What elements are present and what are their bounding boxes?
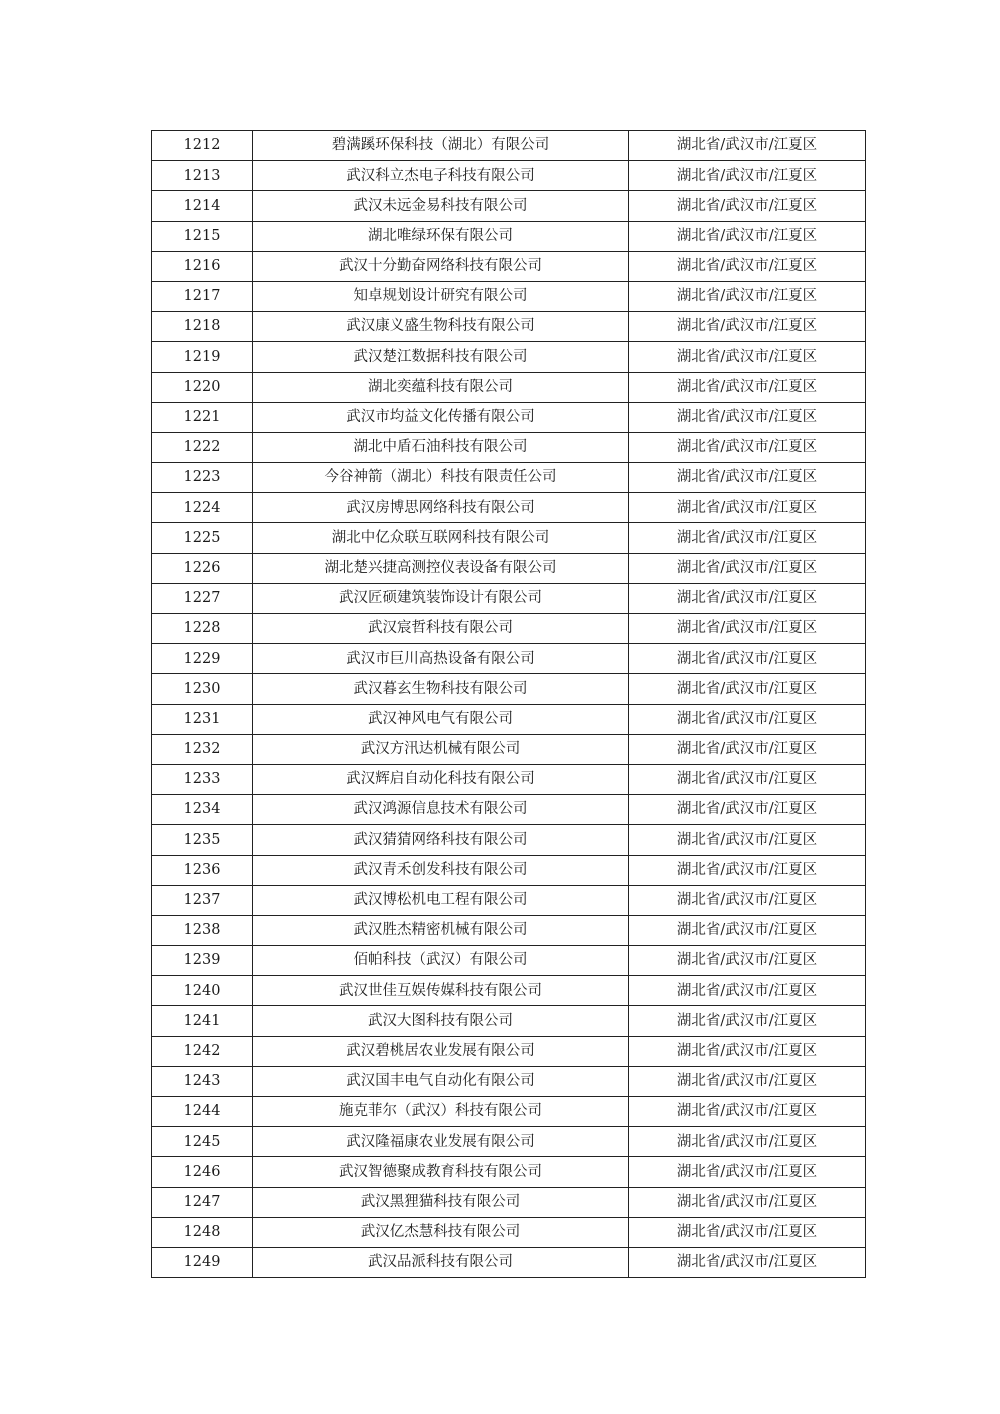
table-row [152,704,866,734]
region-cell: 湖北省/武汉市/江夏区 [629,553,866,583]
company-name-cell: 湖北中亿众联互联网科技有限公司 [253,523,629,553]
company-name-cell: 武汉亿杰慧科技有限公司 [253,1217,629,1247]
row-number-cell: 1249 [152,1247,253,1277]
table-row [152,764,866,794]
region-cell: 湖北省/武汉市/江夏区 [629,644,866,674]
row-number-cell: 1220 [152,372,253,402]
company-name-cell: 武汉鸿源信息技术有限公司 [253,795,629,825]
row-number-cell: 1228 [152,614,253,644]
row-number-cell: 1216 [152,251,253,281]
company-name-cell: 武汉神风电气有限公司 [253,704,629,734]
company-name-cell: 武汉房博思网络科技有限公司 [253,493,629,523]
table-row [152,1247,866,1277]
row-number-cell: 1217 [152,281,253,311]
table-row [152,1217,866,1247]
company-name-cell: 知卓规划设计研究有限公司 [253,281,629,311]
table-row [152,402,866,432]
region-cell: 湖北省/武汉市/江夏区 [629,523,866,553]
region-cell: 湖北省/武汉市/江夏区 [629,976,866,1006]
region-cell: 湖北省/武汉市/江夏区 [629,131,866,161]
table-row [152,614,866,644]
company-name-cell: 湖北奕蕴科技有限公司 [253,372,629,402]
table-body [152,131,866,1278]
region-cell: 湖北省/武汉市/江夏区 [629,795,866,825]
company-name-cell: 武汉市巨川高热设备有限公司 [253,644,629,674]
table-row [152,855,866,885]
table-row [152,493,866,523]
table-row [152,583,866,613]
row-number-cell: 1246 [152,1157,253,1187]
region-cell: 湖北省/武汉市/江夏区 [629,221,866,251]
region-cell: 湖北省/武汉市/江夏区 [629,342,866,372]
table-row [152,221,866,251]
row-number-cell: 1242 [152,1036,253,1066]
company-name-cell: 湖北楚兴捷高测控仪表设备有限公司 [253,553,629,583]
company-name-cell: 今谷神箭（湖北）科技有限责任公司 [253,463,629,493]
region-cell: 湖北省/武汉市/江夏区 [629,493,866,523]
region-cell: 湖北省/武汉市/江夏区 [629,281,866,311]
row-number-cell: 1221 [152,402,253,432]
table-row [152,131,866,161]
row-number-cell: 1243 [152,1066,253,1096]
region-cell: 湖北省/武汉市/江夏区 [629,614,866,644]
table-row [152,432,866,462]
company-name-cell: 武汉未远金易科技有限公司 [253,191,629,221]
company-name-cell: 武汉康义盛生物科技有限公司 [253,312,629,342]
company-name-cell: 武汉国丰电气自动化有限公司 [253,1066,629,1096]
company-name-cell: 武汉辉启自动化科技有限公司 [253,764,629,794]
region-cell: 湖北省/武汉市/江夏区 [629,1066,866,1096]
company-name-cell: 武汉市均益文化传播有限公司 [253,402,629,432]
table-row [152,251,866,281]
company-name-cell: 武汉匠硕建筑装饰设计有限公司 [253,583,629,613]
table-row [152,1097,866,1127]
table-row [152,644,866,674]
table-row [152,795,866,825]
region-cell: 湖北省/武汉市/江夏区 [629,161,866,191]
table-row [152,523,866,553]
company-name-cell: 武汉宸哲科技有限公司 [253,614,629,644]
company-name-cell: 湖北中盾石油科技有限公司 [253,432,629,462]
company-name-cell: 佰帕科技（武汉）有限公司 [253,946,629,976]
region-cell: 湖北省/武汉市/江夏区 [629,583,866,613]
company-list-table [151,130,866,1278]
company-name-cell: 武汉世佳互娱传媒科技有限公司 [253,976,629,1006]
row-number-cell: 1238 [152,915,253,945]
row-number-cell: 1225 [152,523,253,553]
company-name-cell: 武汉青禾创发科技有限公司 [253,855,629,885]
row-number-cell: 1212 [152,131,253,161]
company-name-cell: 湖北唯绿环保有限公司 [253,221,629,251]
company-name-cell: 武汉方汛达机械有限公司 [253,734,629,764]
region-cell: 湖北省/武汉市/江夏区 [629,372,866,402]
row-number-cell: 1224 [152,493,253,523]
row-number-cell: 1230 [152,674,253,704]
region-cell: 湖北省/武汉市/江夏区 [629,855,866,885]
region-cell: 湖北省/武汉市/江夏区 [629,1097,866,1127]
region-cell: 湖北省/武汉市/江夏区 [629,191,866,221]
region-cell: 湖北省/武汉市/江夏区 [629,1127,866,1157]
row-number-cell: 1214 [152,191,253,221]
company-name-cell: 武汉科立杰电子科技有限公司 [253,161,629,191]
row-number-cell: 1234 [152,795,253,825]
region-cell: 湖北省/武汉市/江夏区 [629,1247,866,1277]
row-number-cell: 1231 [152,704,253,734]
table-row [152,312,866,342]
table-row [152,161,866,191]
company-name-cell: 碧满蹊环保科技（湖北）有限公司 [253,131,629,161]
row-number-cell: 1237 [152,885,253,915]
table-row [152,976,866,1006]
company-name-cell: 武汉博松机电工程有限公司 [253,885,629,915]
company-name-cell: 施克菲尔（武汉）科技有限公司 [253,1097,629,1127]
region-cell: 湖北省/武汉市/江夏区 [629,764,866,794]
row-number-cell: 1241 [152,1006,253,1036]
region-cell: 湖北省/武汉市/江夏区 [629,1187,866,1217]
row-number-cell: 1245 [152,1127,253,1157]
region-cell: 湖北省/武汉市/江夏区 [629,1157,866,1187]
region-cell: 湖北省/武汉市/江夏区 [629,1036,866,1066]
row-number-cell: 1213 [152,161,253,191]
table-row [152,1066,866,1096]
region-cell: 湖北省/武汉市/江夏区 [629,1217,866,1247]
company-name-cell: 武汉猜猜网络科技有限公司 [253,825,629,855]
table-row [152,674,866,704]
row-number-cell: 1229 [152,644,253,674]
region-cell: 湖北省/武汉市/江夏区 [629,734,866,764]
company-name-cell: 武汉楚江数据科技有限公司 [253,342,629,372]
table-row [152,915,866,945]
row-number-cell: 1232 [152,734,253,764]
row-number-cell: 1233 [152,764,253,794]
table-row [152,946,866,976]
region-cell: 湖北省/武汉市/江夏区 [629,946,866,976]
table-row [152,825,866,855]
row-number-cell: 1239 [152,946,253,976]
row-number-cell: 1219 [152,342,253,372]
table-row [152,1157,866,1187]
row-number-cell: 1215 [152,221,253,251]
table-row [152,1127,866,1157]
table-row [152,191,866,221]
row-number-cell: 1240 [152,976,253,1006]
table-row [152,1187,866,1217]
region-cell: 湖北省/武汉市/江夏区 [629,674,866,704]
row-number-cell: 1235 [152,825,253,855]
region-cell: 湖北省/武汉市/江夏区 [629,915,866,945]
company-name-cell: 武汉碧桃居农业发展有限公司 [253,1036,629,1066]
company-name-cell: 武汉胜杰精密机械有限公司 [253,915,629,945]
table-row [152,342,866,372]
table-row [152,885,866,915]
region-cell: 湖北省/武汉市/江夏区 [629,463,866,493]
table-row [152,734,866,764]
company-name-cell: 武汉隆福康农业发展有限公司 [253,1127,629,1157]
table-row [152,372,866,402]
table-row [152,281,866,311]
table-row [152,463,866,493]
region-cell: 湖北省/武汉市/江夏区 [629,402,866,432]
row-number-cell: 1247 [152,1187,253,1217]
row-number-cell: 1222 [152,432,253,462]
region-cell: 湖北省/武汉市/江夏区 [629,704,866,734]
company-name-cell: 武汉十分勤奋网络科技有限公司 [253,251,629,281]
row-number-cell: 1227 [152,583,253,613]
company-name-cell: 武汉大图科技有限公司 [253,1006,629,1036]
row-number-cell: 1248 [152,1217,253,1247]
table-row [152,1006,866,1036]
table-row [152,1036,866,1066]
region-cell: 湖北省/武汉市/江夏区 [629,885,866,915]
company-name-cell: 武汉黑狸猫科技有限公司 [253,1187,629,1217]
company-name-cell: 武汉暮玄生物科技有限公司 [253,674,629,704]
row-number-cell: 1244 [152,1097,253,1127]
region-cell: 湖北省/武汉市/江夏区 [629,825,866,855]
region-cell: 湖北省/武汉市/江夏区 [629,312,866,342]
region-cell: 湖北省/武汉市/江夏区 [629,1006,866,1036]
company-name-cell: 武汉智德聚成教育科技有限公司 [253,1157,629,1187]
company-name-cell: 武汉品派科技有限公司 [253,1247,629,1277]
region-cell: 湖北省/武汉市/江夏区 [629,251,866,281]
row-number-cell: 1223 [152,463,253,493]
row-number-cell: 1226 [152,553,253,583]
row-number-cell: 1236 [152,855,253,885]
region-cell: 湖北省/武汉市/江夏区 [629,432,866,462]
table-row [152,553,866,583]
row-number-cell: 1218 [152,312,253,342]
